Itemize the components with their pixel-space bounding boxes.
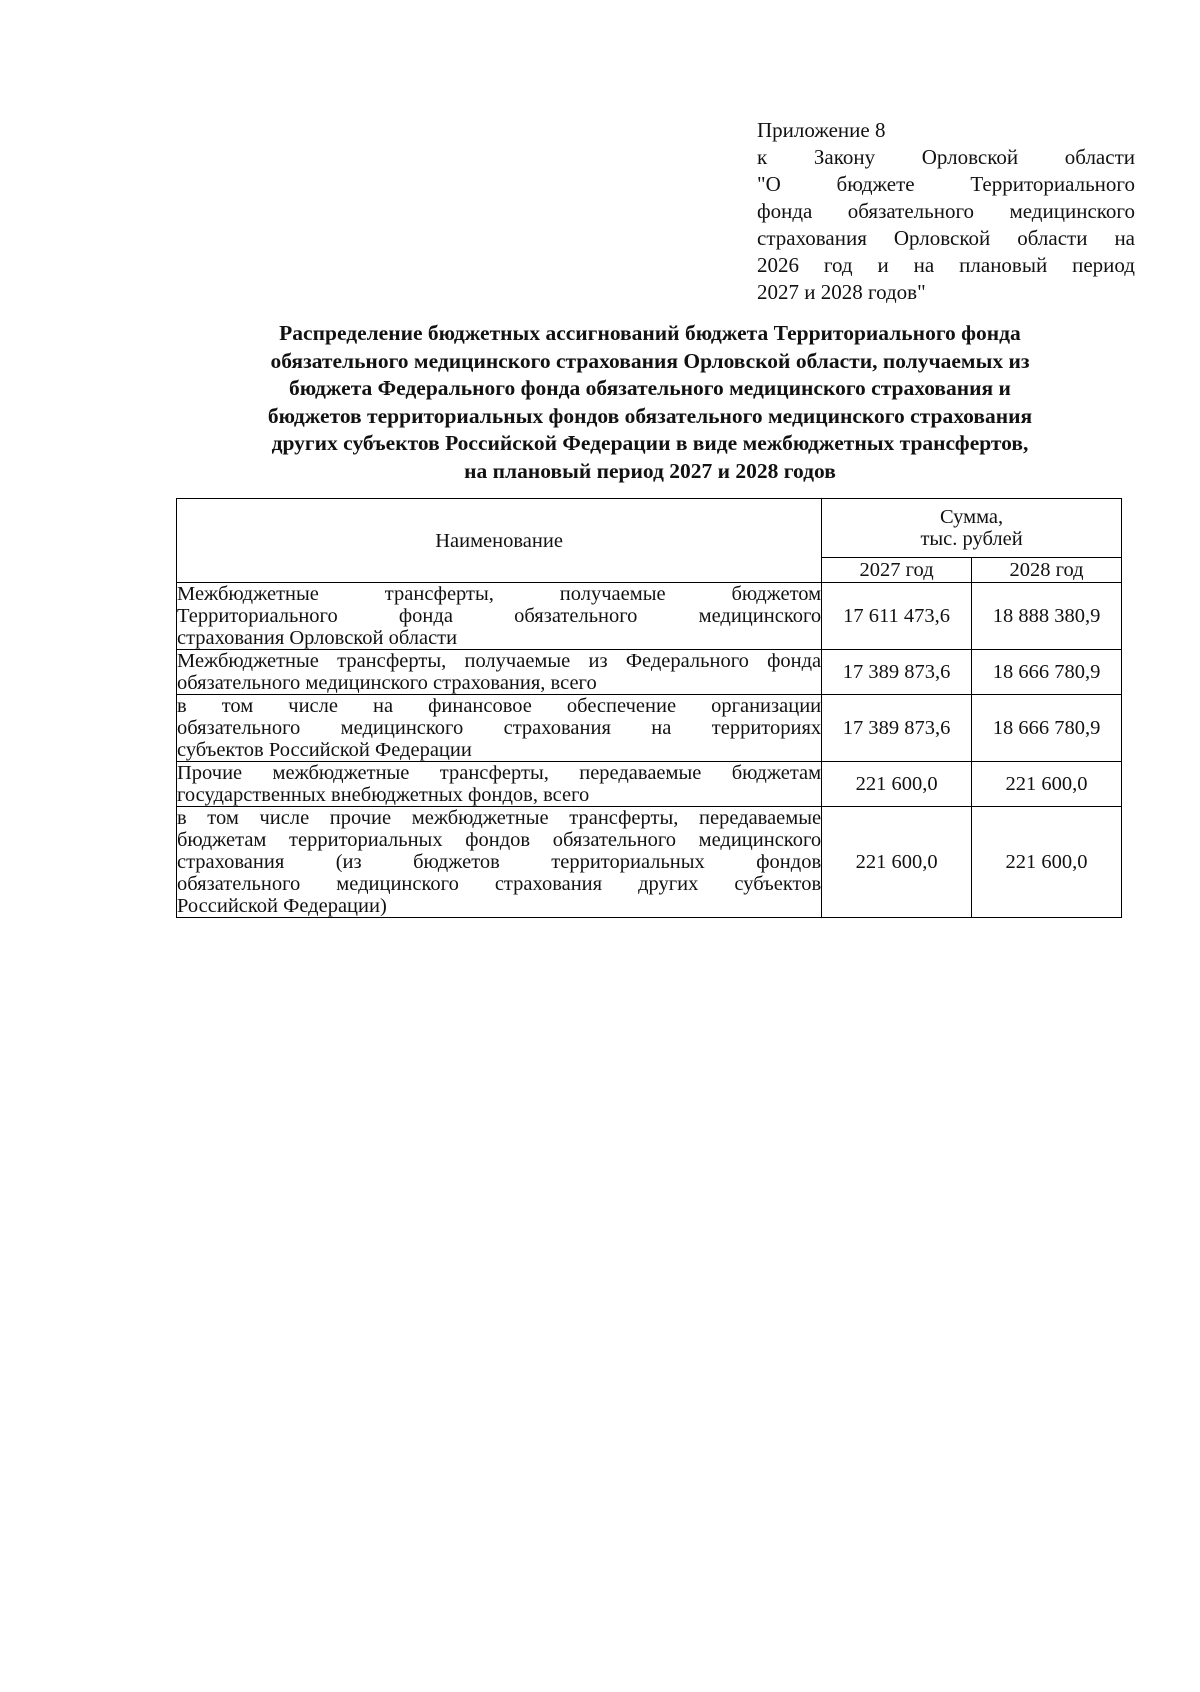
annex-line: фонда обязательного медицинского [757, 199, 1135, 223]
row-name-line: Территориального фонда обязательного медицинского [177, 605, 822, 627]
title-line: бюджетов территориальных фондов обязательного медицинского страхования [267, 403, 1033, 428]
row-name [177, 583, 822, 650]
header-sum-unit: тыс. рублей [920, 528, 1023, 550]
row-name [177, 807, 822, 918]
title-line: на плановый период 2027 и 2028 годов [464, 458, 836, 483]
annex-line: "О бюджете Территориального [757, 172, 1135, 196]
row-name-line: государственных внебюджетных фондов, всего [177, 784, 590, 806]
row-name-line: Межбюджетные трансферты, получаемые из Федерального фонда [177, 650, 822, 672]
title-line: Распределение бюджетных ассигнований бюджета Территориального фонда [279, 321, 1021, 345]
header-year-2028: 2028 год [972, 558, 1122, 583]
annex-line: 2027 и 2028 годов" [757, 280, 926, 304]
row-name-line: обязательного медицинского страхования других субъектов [177, 873, 822, 895]
row-name-line: обязательного медицинского страхования на территориях [177, 717, 822, 739]
header-year-2027: 2027 год [822, 558, 972, 583]
document-title [190, 320, 1110, 485]
table-row [177, 650, 1122, 695]
title-line: бюджета Федерального фонда обязательного медицинского страхования и [289, 376, 1011, 400]
table-header-row [177, 499, 1122, 558]
row-name-line: страхования Орловской области [177, 627, 458, 649]
row-name-line: страхования (из бюджетов территориальных фондов [177, 851, 822, 873]
row-value-2027: 17 389 873,6 [822, 695, 972, 762]
annex-line: к Закону Орловской области [757, 145, 1135, 169]
table-row [177, 583, 1122, 650]
budget-table [176, 498, 1122, 918]
row-name-line: Российской Федерации) [177, 895, 387, 917]
table-row [177, 807, 1122, 918]
title-line: других субъектов Российской Федерации в виде межбюджетных трансфертов, [271, 431, 1029, 455]
annex-line: страхования Орловской области на [757, 226, 1135, 250]
row-value-2027: 221 600,0 [822, 762, 972, 807]
header-sum [822, 499, 1122, 558]
row-name [177, 762, 822, 807]
title-line: обязательного медицинского страхования Орловской области, получаемых из [270, 348, 1030, 373]
row-value-2027: 221 600,0 [822, 807, 972, 918]
row-name-line: субъектов Российской Федерации [177, 739, 472, 761]
row-value-2028: 221 600,0 [972, 807, 1122, 918]
table-row [177, 695, 1122, 762]
row-name-line: Межбюджетные трансферты, получаемые бюджетом [177, 583, 822, 605]
row-value-2028: 18 888 380,9 [972, 583, 1122, 650]
table-row [177, 762, 1122, 807]
row-name-line: бюджетам территориальных фондов обязательного медицинского [177, 829, 822, 851]
row-value-2028: 18 666 780,9 [972, 695, 1122, 762]
header-sum-line: Сумма, [939, 506, 1004, 528]
annex-line: 2026 год и на плановый период [757, 253, 1135, 277]
row-value-2027: 17 389 873,6 [822, 650, 972, 695]
row-name-line: Прочие межбюджетные трансферты, передаваемые бюджетам [177, 762, 822, 784]
header-name: Наименование [177, 499, 822, 583]
row-name-line: в том числе на финансовое обеспечение организации [177, 695, 822, 717]
row-value-2028: 18 666 780,9 [972, 650, 1122, 695]
annex-line: Приложение 8 [757, 118, 886, 142]
row-name-line: обязательного медицинского страхования, всего [177, 672, 597, 694]
row-name [177, 695, 822, 762]
row-name [177, 650, 822, 695]
annex-reference [757, 117, 1135, 306]
row-value-2027: 17 611 473,6 [822, 583, 972, 650]
row-name-line: в том числе прочие межбюджетные трансферты, передаваемые [177, 807, 822, 829]
row-value-2028: 221 600,0 [972, 762, 1122, 807]
